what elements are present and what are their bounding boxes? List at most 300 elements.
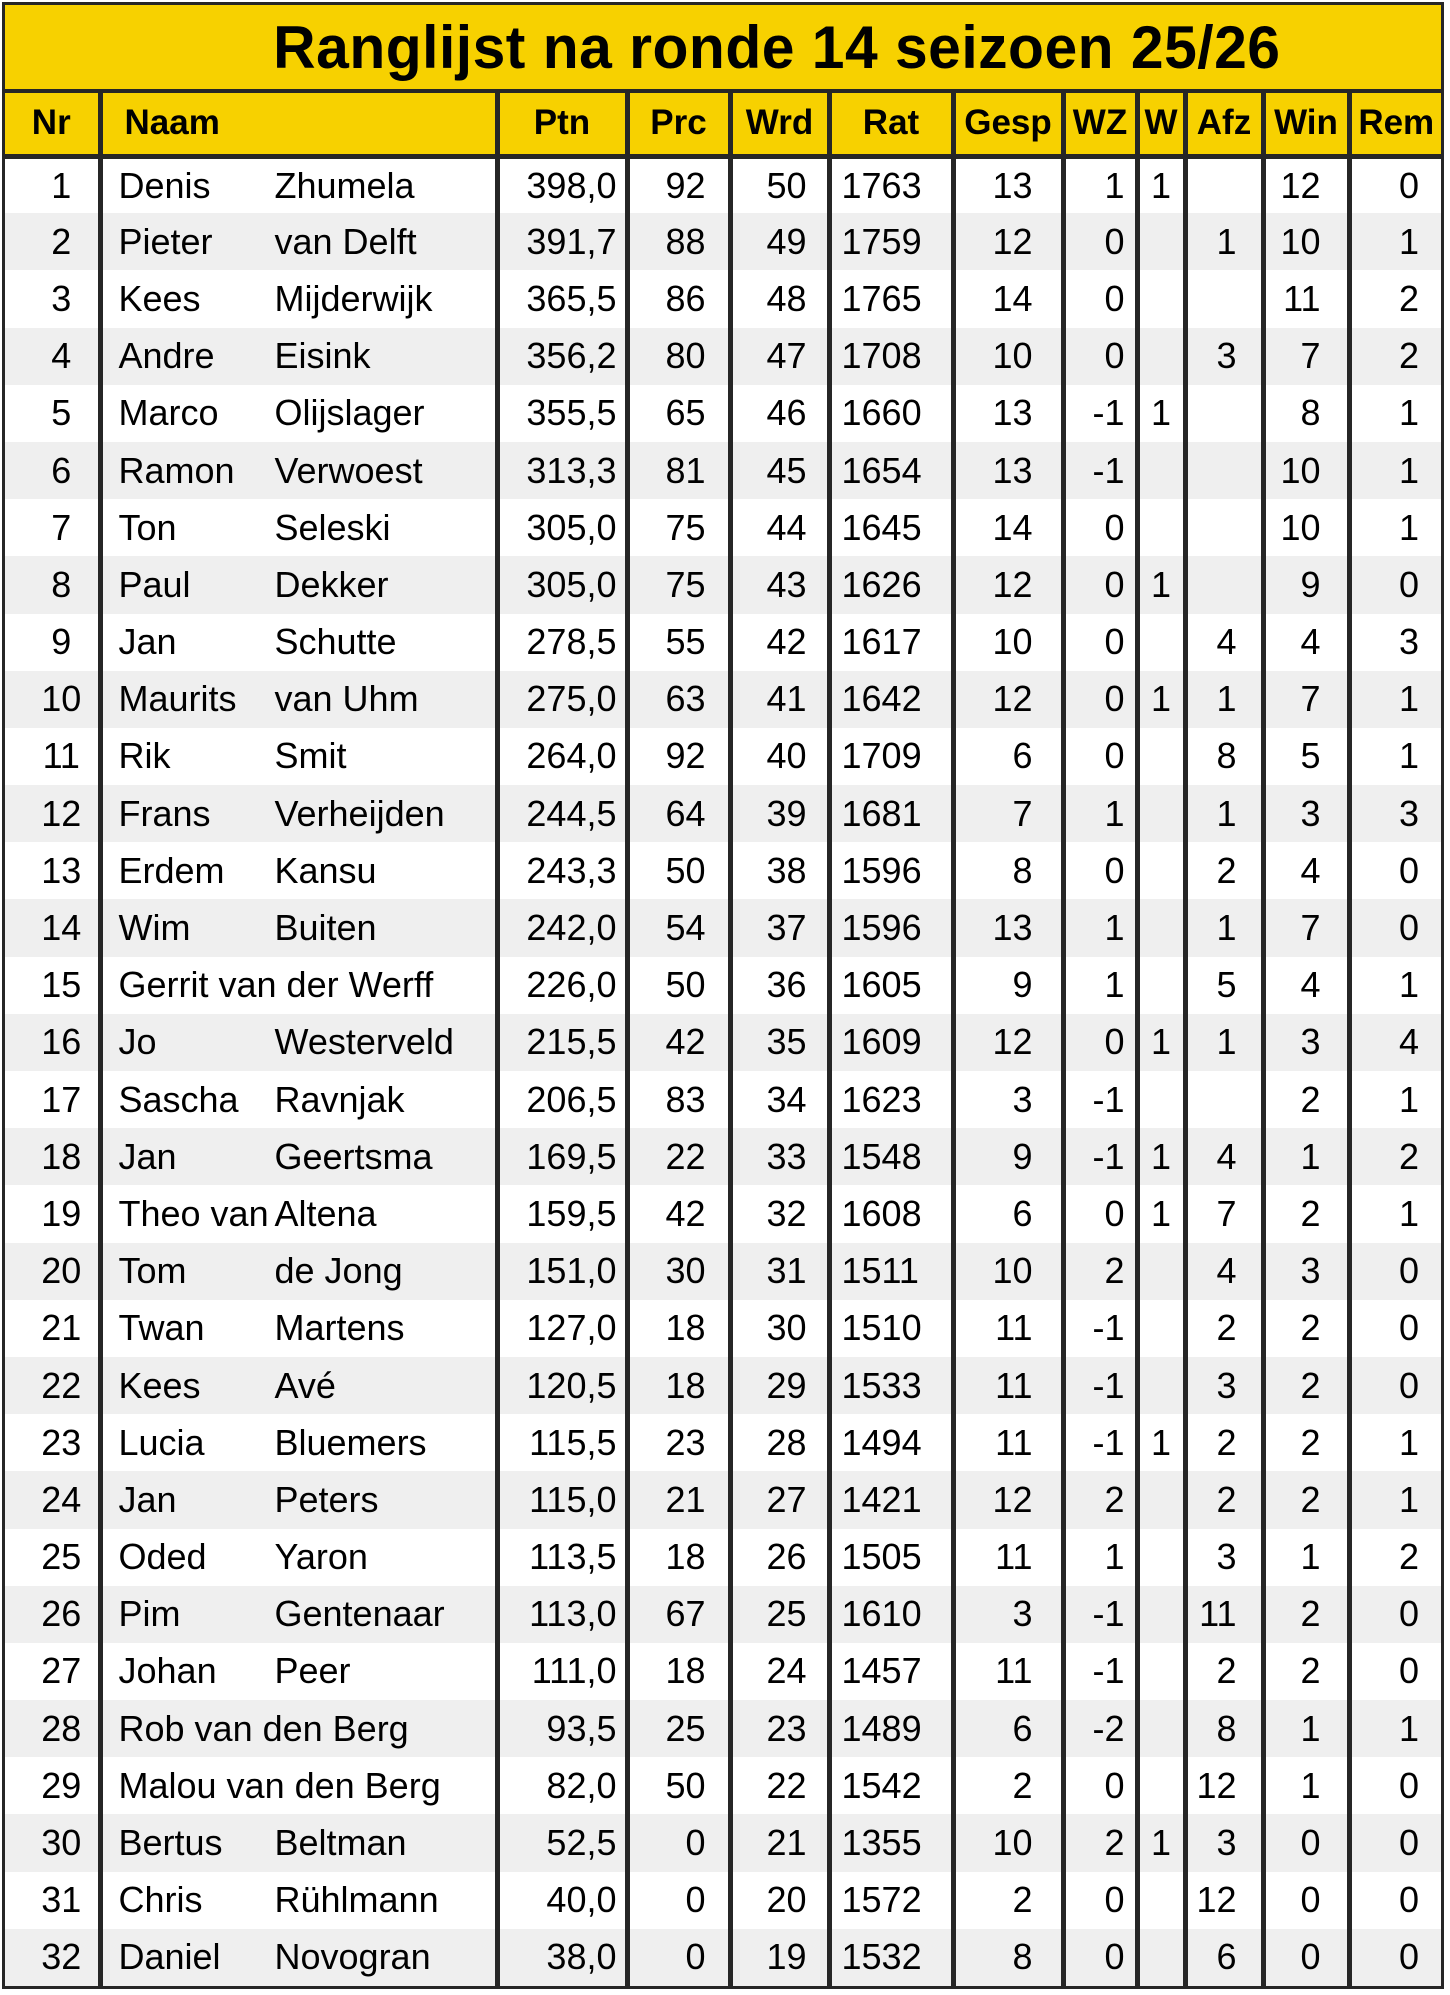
cell-rat: 1660 <box>829 385 953 442</box>
first-name: Wim <box>118 907 191 949</box>
cell-ptn: 115,0 <box>497 1471 627 1528</box>
table-row <box>5 842 1441 899</box>
first-name: Theo van <box>118 1192 269 1234</box>
cell-w <box>1137 728 1185 785</box>
cell-naam <box>100 1471 497 1528</box>
cell-win: 12 <box>1263 156 1349 213</box>
first-name: Lucia <box>118 1421 205 1463</box>
cell-win: 10 <box>1263 499 1349 556</box>
cell-afz: 1 <box>1185 213 1263 270</box>
cell-rem: 1 <box>1349 1471 1441 1528</box>
cell-rem: 0 <box>1349 1929 1441 1986</box>
cell-rat: 1511 <box>829 1243 953 1300</box>
cell-prc: 81 <box>627 442 730 499</box>
cell-wz: -1 <box>1063 1071 1137 1128</box>
cell-win: 2 <box>1263 1357 1349 1414</box>
cell-rat: 1572 <box>829 1872 953 1929</box>
cell-prc: 30 <box>627 1243 730 1300</box>
cell-prc: 55 <box>627 614 730 671</box>
cell-rem: 2 <box>1349 1529 1441 1586</box>
cell-naam <box>100 1014 497 1071</box>
cell-ptn: 113,0 <box>497 1586 627 1643</box>
cell-afz: 2 <box>1185 1643 1263 1700</box>
cell-rat: 1533 <box>829 1357 953 1414</box>
cell-wrd: 41 <box>730 671 829 728</box>
cell-nr: 21 <box>41 1307 82 1349</box>
cell-prc: 42 <box>627 1014 730 1071</box>
cell-afz <box>1185 385 1263 442</box>
cell-win: 1 <box>1263 1529 1349 1586</box>
first-name: Jan <box>118 621 177 663</box>
cell-win: 2 <box>1263 1471 1349 1528</box>
cell-naam <box>100 842 497 899</box>
cell-win: 1 <box>1263 1700 1349 1757</box>
cell-nr: 18 <box>5 1128 100 1185</box>
cell-afz: 3 <box>1185 1529 1263 1586</box>
cell-afz: 3 <box>1185 328 1263 385</box>
cell-rem: 0 <box>1349 1757 1441 1814</box>
cell-wrd: 42 <box>730 614 829 671</box>
cell-afz: 4 <box>1185 1128 1263 1185</box>
cell-naam <box>100 499 497 556</box>
table-row <box>5 1643 1441 1700</box>
cell-nr: 27 <box>41 1650 82 1692</box>
cell-ptn: 243,3 <box>497 842 627 899</box>
cell-gesp: 11 <box>953 1300 1063 1357</box>
cell-rat: 1457 <box>829 1643 953 1700</box>
first-name: Twan <box>118 1307 205 1349</box>
first-name: Paul <box>118 563 191 605</box>
cell-win: 2 <box>1263 1071 1349 1128</box>
cell-wrd: 35 <box>730 1014 829 1071</box>
cell-ptn: 391,7 <box>497 213 627 270</box>
cell-nr: 19 <box>41 1192 82 1234</box>
header-row <box>5 93 1441 156</box>
cell-wrd: 33 <box>730 1128 829 1185</box>
last-name: Eisink <box>274 335 371 377</box>
cell-naam <box>100 785 497 842</box>
cell-ptn: 127,0 <box>497 1300 627 1357</box>
col-header-naam: Naam <box>100 93 497 156</box>
first-name: Oded <box>118 1536 207 1578</box>
cell-prc: 75 <box>627 499 730 556</box>
cell-gesp: 11 <box>953 1414 1063 1471</box>
first-name: Bertus <box>118 1822 223 1864</box>
table-row <box>5 156 1441 213</box>
cell-w <box>1137 1357 1185 1414</box>
last-name: Buiten <box>274 907 377 949</box>
cell-ptn: 226,0 <box>497 957 627 1014</box>
cell-wz: 1 <box>1063 1529 1137 1586</box>
cell-ptn: 244,5 <box>497 785 627 842</box>
cell-nr: 6 <box>5 442 100 499</box>
cell-rat: 1548 <box>829 1128 953 1185</box>
cell-prc: 80 <box>627 328 730 385</box>
first-name: Jan <box>118 1478 177 1520</box>
cell-naam <box>100 556 497 613</box>
cell-gesp: 12 <box>953 1014 1063 1071</box>
cell-afz: 5 <box>1185 957 1263 1014</box>
col-header-win: Win <box>1263 93 1349 156</box>
cell-prc: 18 <box>627 1300 730 1357</box>
cell-win: 0 <box>1263 1814 1349 1871</box>
cell-nr: 23 <box>41 1421 82 1463</box>
cell-naam <box>100 671 497 728</box>
cell-nr: 22 <box>5 1357 100 1414</box>
cell-gesp: 10 <box>953 614 1063 671</box>
cell-wrd: 34 <box>730 1071 829 1128</box>
cell-ptn: 111,0 <box>497 1643 627 1700</box>
cell-prc: 18 <box>627 1357 730 1414</box>
cell-rat: 1654 <box>829 442 953 499</box>
last-name: Rühlmann <box>274 1879 439 1921</box>
cell-prc: 92 <box>627 728 730 785</box>
cell-wz: 0 <box>1063 328 1137 385</box>
cell-afz: 12 <box>1185 1757 1263 1814</box>
cell-rat: 1532 <box>829 1929 953 1986</box>
cell-naam <box>100 1586 497 1643</box>
cell-wrd: 27 <box>730 1471 829 1528</box>
cell-rem: 1 <box>1349 442 1441 499</box>
cell-prc: 75 <box>627 556 730 613</box>
cell-gesp: 8 <box>953 1929 1063 1986</box>
cell-afz <box>1185 442 1263 499</box>
cell-win: 8 <box>1263 385 1349 442</box>
cell-w <box>1137 1757 1185 1814</box>
standings-sheet <box>2 2 1444 1989</box>
cell-rem: 2 <box>1349 328 1441 385</box>
cell-afz: 11 <box>1185 1586 1263 1643</box>
cell-naam <box>100 156 497 213</box>
cell-gesp: 7 <box>953 785 1063 842</box>
cell-wrd: 29 <box>730 1357 829 1414</box>
cell-wz: 1 <box>1063 899 1137 956</box>
cell-gesp: 2 <box>953 1872 1063 1929</box>
cell-naam <box>100 1529 497 1586</box>
cell-wz: 1 <box>1063 156 1137 213</box>
cell-wrd: 38 <box>730 842 829 899</box>
cell-nr: 30 <box>5 1814 100 1871</box>
cell-ptn: 120,5 <box>497 1357 627 1414</box>
first-name: Jan <box>118 1135 177 1177</box>
cell-afz <box>1185 270 1263 327</box>
cell-w <box>1137 1872 1185 1929</box>
cell-wz: -1 <box>1063 385 1137 442</box>
cell-rat: 1765 <box>829 270 953 327</box>
cell-naam <box>100 1071 497 1128</box>
first-name: Ton <box>118 506 177 548</box>
last-name: van den Berg <box>194 1707 409 1749</box>
cell-naam <box>100 442 497 499</box>
col-header-rem: Rem <box>1349 93 1441 156</box>
col-header-ptn: Ptn <box>497 93 627 156</box>
cell-gesp: 13 <box>953 899 1063 956</box>
cell-rem: 0 <box>1349 1586 1441 1643</box>
cell-wrd: 28 <box>730 1414 829 1471</box>
cell-win: 0 <box>1263 1929 1349 1986</box>
table-row <box>5 1471 1441 1528</box>
cell-win: 1 <box>1263 1128 1349 1185</box>
cell-win: 3 <box>1263 1014 1349 1071</box>
cell-wrd: 25 <box>730 1586 829 1643</box>
cell-rat: 1626 <box>829 556 953 613</box>
cell-w <box>1137 270 1185 327</box>
col-header-wz: WZ <box>1063 93 1137 156</box>
cell-rat: 1494 <box>829 1414 953 1471</box>
cell-rem: 1 <box>1349 957 1441 1014</box>
last-name: Smit <box>274 735 347 777</box>
cell-ptn: 40,0 <box>497 1872 627 1929</box>
cell-afz: 2 <box>1185 1300 1263 1357</box>
cell-ptn: 305,0 <box>497 556 627 613</box>
cell-rem: 1 <box>1349 385 1441 442</box>
cell-rem: 1 <box>1349 671 1441 728</box>
cell-nr: 17 <box>41 1078 82 1120</box>
page-title <box>5 5 1441 93</box>
col-header-prc: Prc <box>627 93 730 156</box>
cell-wrd: 24 <box>730 1643 829 1700</box>
cell-rem: 0 <box>1349 1357 1441 1414</box>
cell-rat: 1608 <box>829 1185 953 1242</box>
cell-naam <box>100 1357 497 1414</box>
cell-prc: 50 <box>627 842 730 899</box>
page-title-text: Ranglijst na ronde 14 seizoen 25/26 <box>273 13 1281 81</box>
cell-rem: 0 <box>1349 842 1441 899</box>
cell-gesp: 3 <box>953 1071 1063 1128</box>
first-name: Marco <box>118 392 219 434</box>
cell-nr: 28 <box>5 1700 100 1757</box>
cell-rat: 1489 <box>829 1700 953 1757</box>
cell-nr: 4 <box>5 328 100 385</box>
cell-rem: 2 <box>1349 270 1441 327</box>
cell-afz <box>1185 1071 1263 1128</box>
cell-gesp: 11 <box>953 1529 1063 1586</box>
cell-afz: 7 <box>1185 1185 1263 1242</box>
table-row <box>5 328 1441 385</box>
cell-wz: -1 <box>1063 1586 1137 1643</box>
cell-naam <box>100 957 497 1014</box>
cell-rem: 2 <box>1349 1128 1441 1185</box>
table-row <box>5 1814 1441 1871</box>
first-name: Malou van den <box>118 1764 355 1806</box>
cell-gesp: 10 <box>953 1814 1063 1871</box>
cell-afz: 8 <box>1185 1700 1263 1757</box>
last-name: Altena <box>274 1192 377 1234</box>
cell-wrd: 40 <box>730 728 829 785</box>
cell-w <box>1137 957 1185 1014</box>
cell-rem: 3 <box>1349 785 1441 842</box>
cell-w: 1 <box>1137 1414 1185 1471</box>
cell-ptn: 151,0 <box>497 1243 627 1300</box>
cell-ptn: 305,0 <box>497 499 627 556</box>
first-name: Andre <box>118 335 215 377</box>
cell-gesp: 9 <box>953 957 1063 1014</box>
cell-gesp: 14 <box>953 499 1063 556</box>
last-name: van Uhm <box>274 678 419 720</box>
cell-naam <box>100 270 497 327</box>
cell-prc: 18 <box>627 1529 730 1586</box>
cell-w <box>1137 1471 1185 1528</box>
cell-w: 1 <box>1137 556 1185 613</box>
cell-afz: 6 <box>1185 1929 1263 1986</box>
cell-win: 4 <box>1263 957 1349 1014</box>
cell-wz: 0 <box>1063 1872 1137 1929</box>
first-name: Johan <box>118 1650 217 1692</box>
table-row <box>5 899 1441 956</box>
cell-afz: 4 <box>1185 614 1263 671</box>
table-row <box>5 1071 1441 1128</box>
col-header-afz: Afz <box>1185 93 1263 156</box>
table-row <box>5 499 1441 556</box>
cell-rat: 1610 <box>829 1586 953 1643</box>
cell-gesp: 6 <box>953 1185 1063 1242</box>
first-name: Pim <box>118 1593 181 1635</box>
cell-win: 1 <box>1263 1757 1349 1814</box>
last-name: Martens <box>274 1307 405 1349</box>
table-row <box>5 385 1441 442</box>
cell-w <box>1137 1300 1185 1357</box>
cell-ptn: 93,5 <box>497 1700 627 1757</box>
cell-wz: 0 <box>1063 1185 1137 1242</box>
cell-w: 1 <box>1137 1128 1185 1185</box>
cell-wz: 1 <box>1063 785 1137 842</box>
cell-win: 5 <box>1263 728 1349 785</box>
cell-prc: 21 <box>627 1471 730 1528</box>
cell-afz: 1 <box>1185 785 1263 842</box>
cell-w <box>1137 614 1185 671</box>
cell-wrd: 26 <box>730 1529 829 1586</box>
cell-w: 1 <box>1137 385 1185 442</box>
cell-naam <box>100 328 497 385</box>
cell-prc: 86 <box>627 270 730 327</box>
cell-rem: 1 <box>1349 213 1441 270</box>
cell-wz: 0 <box>1063 499 1137 556</box>
cell-prc: 54 <box>627 899 730 956</box>
last-name: Westerveld <box>274 1021 454 1063</box>
cell-ptn: 38,0 <box>497 1929 627 1986</box>
cell-prc: 22 <box>627 1128 730 1185</box>
first-name: Jo <box>118 1021 157 1063</box>
cell-w <box>1137 499 1185 556</box>
cell-gesp: 14 <box>953 270 1063 327</box>
cell-wrd: 32 <box>730 1185 829 1242</box>
cell-wz: 0 <box>1063 842 1137 899</box>
cell-prc: 18 <box>627 1643 730 1700</box>
cell-nr: 24 <box>5 1471 100 1528</box>
cell-naam <box>100 1300 497 1357</box>
cell-afz: 8 <box>1185 728 1263 785</box>
cell-gesp: 13 <box>953 442 1063 499</box>
cell-rat: 1708 <box>829 328 953 385</box>
cell-afz <box>1185 556 1263 613</box>
cell-win: 3 <box>1263 1243 1349 1300</box>
cell-prc: 67 <box>627 1586 730 1643</box>
table-row <box>5 1586 1441 1643</box>
last-name: Zhumela <box>274 164 415 206</box>
cell-rem: 0 <box>1349 1872 1441 1929</box>
cell-rat: 1596 <box>829 842 953 899</box>
cell-wz: -1 <box>1063 1357 1137 1414</box>
cell-wrd: 39 <box>730 785 829 842</box>
last-name: Kansu <box>274 849 377 891</box>
cell-nr: 15 <box>41 964 82 1006</box>
cell-w: 1 <box>1137 1185 1185 1242</box>
cell-afz: 1 <box>1185 671 1263 728</box>
cell-naam <box>100 1243 497 1300</box>
cell-naam <box>100 1814 497 1871</box>
cell-rem: 0 <box>1349 899 1441 956</box>
cell-afz: 3 <box>1185 1357 1263 1414</box>
cell-win: 2 <box>1263 1414 1349 1471</box>
cell-nr: 8 <box>5 556 100 613</box>
first-name: Kees <box>118 277 201 319</box>
cell-rat: 1596 <box>829 899 953 956</box>
cell-afz: 1 <box>1185 1014 1263 1071</box>
cell-wz: 0 <box>1063 1757 1137 1814</box>
cell-afz: 4 <box>1185 1243 1263 1300</box>
first-name: Ramon <box>118 449 235 491</box>
col-header-wrd: Wrd <box>730 93 829 156</box>
first-name: Sascha <box>118 1078 239 1120</box>
last-name: Geertsma <box>274 1135 433 1177</box>
cell-afz: 2 <box>1185 842 1263 899</box>
cell-rat: 1617 <box>829 614 953 671</box>
cell-nr: 13 <box>41 849 82 891</box>
first-name: Tom <box>118 1250 187 1292</box>
cell-rem: 1 <box>1349 1185 1441 1242</box>
cell-rat: 1709 <box>829 728 953 785</box>
table-row <box>5 1872 1441 1929</box>
cell-afz <box>1185 499 1263 556</box>
cell-gesp: 6 <box>953 728 1063 785</box>
cell-gesp: 10 <box>953 1243 1063 1300</box>
cell-ptn: 215,5 <box>497 1014 627 1071</box>
table-row <box>5 1414 1441 1471</box>
cell-w <box>1137 1071 1185 1128</box>
cell-win: 7 <box>1263 899 1349 956</box>
cell-win: 0 <box>1263 1872 1349 1929</box>
table-row <box>5 1185 1441 1242</box>
cell-rat: 1421 <box>829 1471 953 1528</box>
last-name: Schutte <box>274 621 397 663</box>
cell-ptn: 264,0 <box>497 728 627 785</box>
table-row <box>5 957 1441 1014</box>
cell-win: 4 <box>1263 614 1349 671</box>
cell-naam <box>100 213 497 270</box>
first-name: Erdem <box>118 849 225 891</box>
cell-afz: 2 <box>1185 1414 1263 1471</box>
cell-win: 9 <box>1263 556 1349 613</box>
col-header-nr: Nr <box>5 93 100 156</box>
cell-prc: 63 <box>627 671 730 728</box>
table-row <box>5 1243 1441 1300</box>
cell-ptn: 242,0 <box>497 899 627 956</box>
cell-wrd: 45 <box>730 442 829 499</box>
cell-gesp: 8 <box>953 842 1063 899</box>
last-name: van Delft <box>274 220 417 262</box>
cell-prc: 64 <box>627 785 730 842</box>
cell-nr: 2 <box>5 213 100 270</box>
cell-wz: 2 <box>1063 1814 1137 1871</box>
cell-rat: 1609 <box>829 1014 953 1071</box>
last-name: Yaron <box>274 1536 368 1578</box>
cell-wz: 2 <box>1063 1243 1137 1300</box>
cell-wrd: 46 <box>730 385 829 442</box>
cell-naam <box>100 1872 497 1929</box>
cell-w <box>1137 1643 1185 1700</box>
table-row <box>5 556 1441 613</box>
first-name: Daniel <box>118 1936 221 1978</box>
